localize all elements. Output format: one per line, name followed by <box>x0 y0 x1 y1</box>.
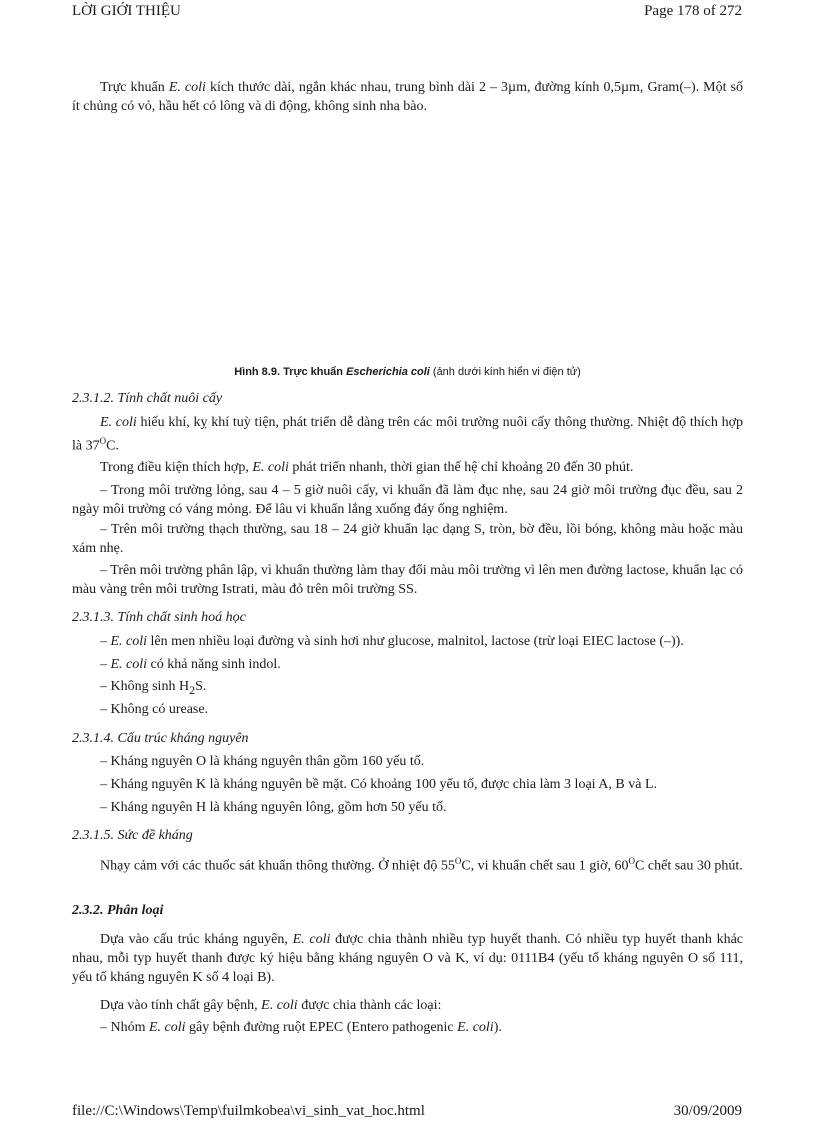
paragraph-2312-2: Trong điều kiện thích hợp, E. coli phát triển nhanh, thời gian thế hệ chỉ khoảng 20 đến 30 phút. <box>100 460 634 475</box>
list-item-2314-3: – Kháng nguyên H là kháng nguyên lông, gồm hơn 50 yếu tố. <box>100 800 447 815</box>
paragraph-2315: Nhạy cảm với các thuốc sát khuẩn thông thường. Ở nhiệt độ $55^OC$, vi khuẩn chết sau 1 giờ, $60^OC$ chết sau 30 phút. <box>100 856 743 874</box>
footer-date: 30/09/2009 <box>673 1103 742 1119</box>
heading-2312: 2.3.1.2. Tính chất nuôi cấy <box>72 391 223 406</box>
heading-2315: 2.3.1.5. Sức đề kháng <box>72 828 193 843</box>
page-number: Page 178 of 272 <box>644 3 742 19</box>
list-item-2314-1: – Kháng nguyên O là kháng nguyên thân gồm 160 yếu tố. <box>100 754 425 769</box>
heading-232: 2.3.2. Phân loại <box>72 903 164 918</box>
list-item-2314-2: – Kháng nguyên K là kháng nguyên bề mặt. Có khoảng 100 yếu tố, được chia làm 3 loại A, B và L. <box>100 777 657 792</box>
footer-file-path: file://C:\Windows\Temp\fuilmkobea\vi_sinh_vat_hoc.html <box>72 1103 425 1119</box>
paragraph-2312-5: – Trên môi trường phân lập, vì khuẩn thường làm thay đổi màu môi trường vì lên men đường lactose, khuẩn lạc có màu vàng trên môi trường Istrati, màu đỏ trên môi trường SS. <box>72 563 743 597</box>
figure-caption: Hình 8.9. Trực khuẩn Escherichia coli (ảnh dưới kính hiển vi điện tử) <box>234 366 581 378</box>
header-title: LỜI GIỚI THIỆU <box>72 3 181 19</box>
paragraph-232-1: Dựa vào cấu trúc kháng nguyên, E. coli được chia thành nhiều typ huyết thanh. Có nhiều typ huyết thanh khác nhau, mỗi typ huyết thanh được ký hiệu bằng kháng nguyên O và K, ví dụ: 0111B4 (yếu tố kháng nguyên O số 111, yếu tố kháng nguyên K số 4 loại B). <box>72 932 743 985</box>
figure-image-area <box>72 120 743 356</box>
list-item-2313-1: – E. coli lên men nhiều loại đường và sinh hơi như glucose, malnitol, lactose (trừ loại EIEC lactose (–)). <box>100 634 684 649</box>
heading-2314: 2.3.1.4. Cấu trúc kháng nguyên <box>72 731 249 746</box>
intro-paragraph: Trực khuẩn E. coli kích thước dài, ngắn khác nhau, trung bình dài 2 – 3µm, đường kính 0,5µm, Gram(–). Một số ít chủng có vỏ, hầu hết có lông và di động, không sinh nha bào. <box>72 80 744 114</box>
list-item-2313-2: – E. coli có khả năng sinh indol. <box>100 657 281 672</box>
paragraph-232-3: – Nhóm E. coli gây bệnh đường ruột EPEC (Entero pathogenic E. coli). <box>100 1020 502 1035</box>
list-item-2313-3: – Không $\sinh H_2S$. <box>100 679 207 697</box>
list-item-2313-4: – Không có urease. <box>100 702 209 717</box>
paragraph-232-2: Dựa vào tính chất gây bệnh, E. coli được chia thành các loại: <box>100 998 442 1013</box>
paragraph-2312-4: – Trên môi trường thạch thường, sau 18 – 24 giờ khuẩn lạc dạng S, tròn, bờ đều, lồi bóng, không màu hoặc màu xám nhẹ. <box>72 522 743 556</box>
paragraph-2312-3: – Trong môi trường lỏng, sau 4 – 5 giờ nuôi cấy, vi khuẩn đã làm đục nhẹ, sau 24 giờ môi trường đục đều, sau 2 ngày môi trường có váng mỏng. Để lâu vi khuẩn lắng xuống đáy ống nghiệm. <box>72 483 743 517</box>
heading-2313: 2.3.1.3. Tính chất sinh hoá học <box>72 610 246 625</box>
paragraph-2312-1: E. coli hiếu khí, kỵ khí tuỳ tiện, phát triển dễ dàng trên các môi trường nuôi cấy thông thường. Nhiệt độ thích hợp là $37^OC$. <box>72 415 743 454</box>
